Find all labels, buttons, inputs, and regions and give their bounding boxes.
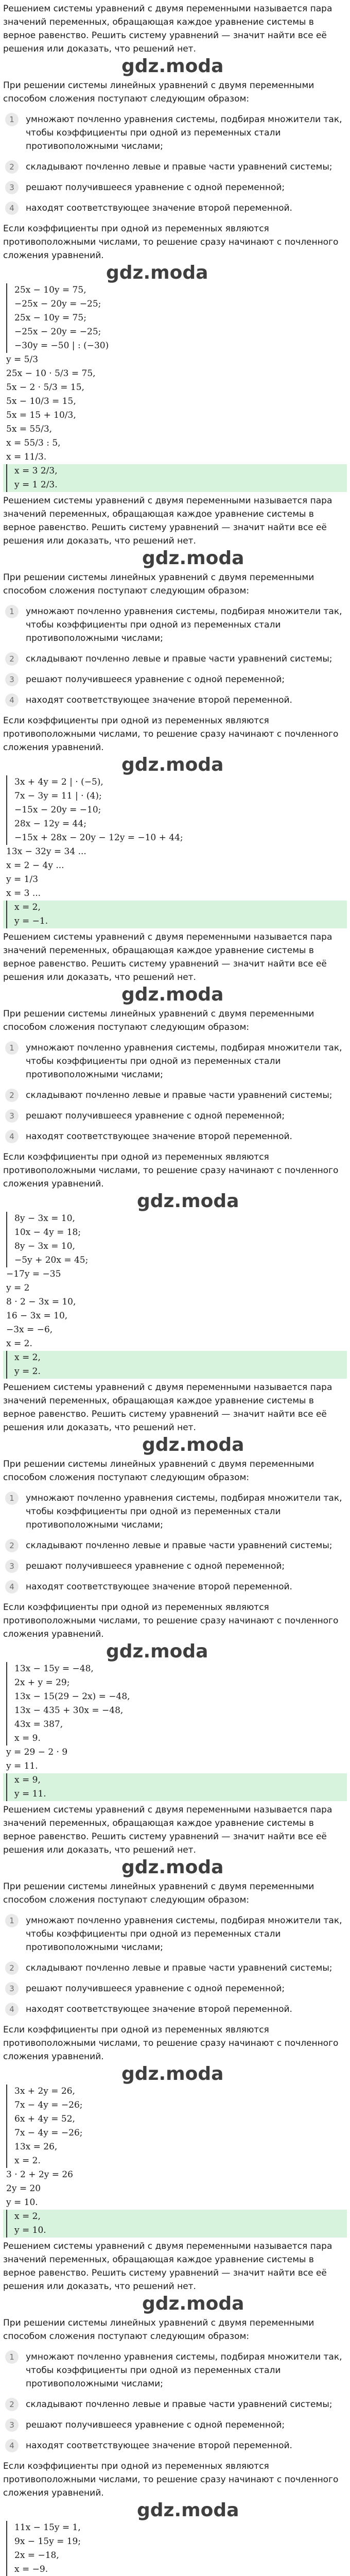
answer-line: y = 1 2/3. — [14, 480, 58, 490]
method-lead: При решении системы линейных уравнений с двумя переменными способом сложения поступают следующим образом: — [3, 572, 314, 596]
equation-line: 25x − 10y = 75, — [14, 285, 86, 295]
work-line: 5x = 15 + 10/3, — [6, 410, 76, 420]
method-step: 3 решают получившееся уравнение с одной переменной; — [3, 1560, 347, 1573]
equation-line: 13x = 26, — [14, 2142, 58, 2152]
equation-line: 7x − 3y = 11 | · (4); — [14, 791, 102, 801]
solution-work — [3, 2168, 347, 2210]
watermark-logo: gdz.moda — [121, 2063, 224, 2084]
equation-line: 25x − 10y = 75; — [14, 313, 86, 323]
step-number: 2 — [5, 1089, 19, 1102]
definition-text: Решением системы уравнений с двумя переменными называется пара значений переменных, обращающая каждое уравнение системы в верное равенство. Решить систему уравнений — значит найти все её решения или доказать, что решений нет. — [3, 1805, 332, 1855]
answer-block — [3, 1351, 347, 1379]
method-step: 3 решают получившееся уравнение с одной переменной; — [3, 673, 347, 686]
method-step: 2 складывают почленно левые и правые части уравнений системы; — [3, 652, 347, 666]
method-lead: При решении системы линейных уравнений с двумя переменными способом сложения поступают следующим образом: — [3, 1882, 314, 1905]
method-step: 4 находят соответствующее значение второй переменной. — [3, 1580, 347, 1594]
watermark-logo: gdz.moda — [121, 754, 224, 775]
method-steps — [3, 1041, 347, 1143]
equation-line: 9x − 15y = 19; — [14, 2536, 81, 2547]
work-line: 25x − 10 · 5/3 = 75, — [6, 368, 96, 379]
watermark-logo: gdz.moda — [142, 548, 244, 569]
step-number: 3 — [5, 2418, 19, 2432]
definition-text: Решением системы уравнений с двумя переменными называется пара значений переменных, обращающая каждое уравнение системы в верное равенство. Решить систему уравнений — значит найти все её решения или доказать, что решений нет. — [3, 2241, 332, 2292]
method-lead: При решении системы линейных уравнений с двумя переменными способом сложения поступают следующим образом: — [3, 1009, 314, 1032]
work-line: 5x − 2 · 5/3 = 15, — [6, 382, 84, 393]
method-steps — [3, 605, 347, 707]
method-step: 4 находят соответствующее значение второй переменной. — [3, 2439, 347, 2452]
work-line: y = 10. — [6, 2197, 38, 2208]
equation-line: −15x − 20y = −10; — [14, 805, 101, 815]
solution-block — [3, 2240, 347, 2576]
method-step: 3 решают получившееся уравнение с одной переменной; — [3, 1982, 347, 1995]
method-note: Если коэффициенты при одной из переменных являются противоположными числами, то решение сразу начинают с почленного сложения уравнений. — [3, 1602, 339, 1639]
method-note: Если коэффициенты при одной из переменных являются противоположными числами, то решение сразу начинают с почленного сложения уравнений. — [3, 2025, 339, 2062]
equation-line: −5y + 20x = 45; — [14, 1255, 89, 1265]
step-number: 4 — [5, 693, 19, 707]
answer-line: x = 9, — [14, 1775, 41, 1785]
step-number: 1 — [5, 605, 19, 618]
work-line: 8 · 2 − 3x = 10, — [6, 1297, 76, 1307]
watermark-logo: gdz.moda — [142, 2293, 244, 2314]
step-number: 2 — [5, 1961, 19, 1975]
solution-work — [3, 353, 347, 464]
definition-text: Решением системы уравнений с двумя переменными называется пара значений переменных, обращающая каждое уравнение системы в верное равенство. Решить систему уравнений — значит найти все её решения или доказать, что решений нет. — [3, 4, 332, 54]
equation-line: 7x − 4y = −26; — [14, 2100, 83, 2110]
method-step: 3 решают получившееся уравнение с одной переменной; — [3, 181, 347, 194]
work-line: x = 55/3 : 5, — [6, 438, 61, 448]
equation-line: −30y = −50 | : (−30) — [14, 341, 109, 351]
step-number: 3 — [5, 673, 19, 686]
method-step: 1 умножают почленно уравнения системы, подбирая множители так, чтобы коэффициенты при одной из переменных стали противоположными числами; — [3, 2350, 347, 2391]
equation-line: 8y − 3x = 10, — [14, 1241, 75, 1251]
watermark-logo: gdz.moda — [137, 1191, 239, 1212]
method-lead: При решении системы линейных уравнений с двумя переменными способом сложения поступают следующим образом: — [3, 80, 314, 104]
watermark-logo: gdz.moda — [121, 1857, 224, 1878]
answer-system — [6, 1351, 347, 1379]
method-step: 2 складывают почленно левые и правые части уравнений системы; — [3, 160, 347, 174]
definition-text: Решением системы уравнений с двумя переменными называется пара значений переменных, обращающая каждое уравнение системы в верное равенство. Решить систему уравнений — значит найти все её решения или доказать, что решений нет. — [3, 932, 332, 982]
answer-line: y = 2. — [14, 1366, 41, 1377]
equation-system — [6, 2084, 347, 2168]
method-steps — [3, 1914, 347, 2016]
method-note: Если коэффициенты при одной из переменных являются противоположными числами, то решение сразу начинают с почленного сложения уравнений. — [3, 716, 339, 753]
method-step: 2 складывают почленно левые и правые части уравнений системы; — [3, 1961, 347, 1975]
step-number: 2 — [5, 2398, 19, 2411]
method-step: 1 умножают почленно уравнения системы, подбирая множители так, чтобы коэффициенты при одной из переменных стали противоположными числами; — [3, 1914, 347, 1954]
work-line: 13x − 32y = 34 ... — [6, 846, 86, 857]
method-step: 1 умножают почленно уравнения системы, подбирая множители так, чтобы коэффициенты при одной из переменных стали противоположными числами; — [3, 1492, 347, 1532]
solution-work — [3, 845, 347, 901]
step-number: 3 — [5, 181, 19, 194]
method-step: 2 складывают почленно левые и правые части уравнений системы; — [3, 2398, 347, 2411]
method-note: Если коэффициенты при одной из переменных являются противоположными числами, то решение сразу начинают с почленного сложения уравнений. — [3, 224, 339, 261]
work-line: y = 29 − 2 · 9 — [6, 1747, 68, 1757]
work-line: 5x = 55/3, — [6, 424, 52, 434]
method-step: 4 находят соответствующее значение второй переменной. — [3, 201, 347, 215]
equation-line: 2x + y = 29; — [14, 1677, 70, 1688]
equation-line: −25x − 20y = −25; — [14, 327, 101, 337]
answer-line: x = 2, — [14, 1352, 41, 1363]
watermark-logo: gdz.moda — [137, 2500, 239, 2521]
equation-system — [6, 775, 347, 845]
step-number: 4 — [5, 201, 19, 215]
work-line: x = 2 − 4y ... — [6, 860, 64, 871]
answer-block — [3, 1773, 347, 1801]
answer-line: y = −1. — [14, 916, 48, 926]
step-number: 3 — [5, 1109, 19, 1123]
watermark-logo: gdz.moda — [106, 1641, 208, 1662]
method-note: Если коэффициенты при одной из переменных являются противоположными числами, то решение сразу начинают с почленного сложения уравнений. — [3, 1152, 339, 1189]
method-lead: При решении системы линейных уравнений с двумя переменными способом сложения поступают следующим образом: — [3, 1459, 314, 1483]
method-step: 2 складывают почленно левые и правые части уравнений системы; — [3, 1089, 347, 1102]
work-line: 3 · 2 + 2y = 26 — [6, 2170, 73, 2180]
step-number: 2 — [5, 160, 19, 174]
equation-line: 11x − 15y = 1, — [14, 2522, 81, 2533]
step-number: 4 — [5, 1130, 19, 1143]
answer-line: x = 2, — [14, 902, 41, 912]
equation-line: 3x + 4y = 2 | · (−5), — [14, 777, 103, 787]
solution-block — [3, 1803, 347, 2238]
equation-line: 13x − 15(29 − 2x) = −48, — [14, 1691, 130, 1702]
method-note: Если коэффициенты при одной из переменных являются противоположными числами, то решение сразу начинают с почленного сложения уравнений. — [3, 2461, 339, 2498]
equation-system — [6, 1212, 347, 1267]
method-step: 4 находят соответствующее значение второй переменной. — [3, 1130, 347, 1143]
answer-block — [3, 2210, 347, 2238]
work-line: x = 2. — [6, 1338, 32, 1349]
solution-block — [3, 930, 347, 1379]
step-number: 4 — [5, 2439, 19, 2452]
step-number: 1 — [5, 1914, 19, 1927]
content-column — [0, 2, 350, 2576]
definition-text: Решением системы уравнений с двумя переменными называется пара значений переменных, обращающая каждое уравнение системы в верное равенство. Решить систему уравнений — значит найти все её решения или доказать, что решений нет. — [3, 496, 332, 546]
equation-line: 28x − 12y = 44; — [14, 819, 86, 829]
step-number: 2 — [5, 1539, 19, 1552]
step-number: 3 — [5, 1560, 19, 1573]
answer-block — [3, 464, 347, 492]
solution-work — [3, 1267, 347, 1351]
answer-system — [6, 2210, 347, 2238]
method-step: 2 складывают почленно левые и правые части уравнений системы; — [3, 1539, 347, 1552]
equation-line: 43x = 387, — [14, 1719, 63, 1730]
equation-line: x = 9. — [14, 1733, 41, 1743]
step-number: 1 — [5, 1492, 19, 1505]
equation-line: 2x = −18, — [14, 2550, 59, 2561]
answer-system — [6, 1773, 347, 1801]
watermark-logo: gdz.moda — [106, 262, 208, 283]
method-step: 4 находят соответствующее значение второй переменной. — [3, 2003, 347, 2016]
work-line: −17y = −35 — [6, 1269, 61, 1279]
work-line: 16 − 3x = 10, — [6, 1311, 68, 1321]
step-number: 1 — [5, 113, 19, 126]
method-step: 4 находят соответствующее значение второй переменной. — [3, 693, 347, 707]
work-line: x = 11/3. — [6, 452, 47, 462]
equation-system — [6, 1662, 347, 1745]
equation-system — [6, 283, 347, 353]
step-number: 1 — [5, 2350, 19, 2364]
answer-line: y = 10. — [14, 2225, 46, 2235]
equation-line: 3x + 2y = 26, — [14, 2086, 75, 2096]
work-line: 5x − 10/3 = 15, — [6, 396, 76, 406]
work-line: y = 2 — [6, 1283, 30, 1293]
method-step: 1 умножают почленно уравнения системы, подбирая множители так, чтобы коэффициенты при одной из переменных стали противоположными числами; — [3, 605, 347, 645]
step-number: 4 — [5, 2003, 19, 2016]
answer-line: y = 11. — [14, 1789, 46, 1799]
equation-line: −25x − 20y = −25; — [14, 299, 101, 309]
work-line: x = 3 ... — [6, 888, 41, 899]
work-line: −3x = −6, — [6, 1325, 53, 1335]
step-number: 3 — [5, 1982, 19, 1995]
equation-line: x = −9. — [14, 2564, 48, 2574]
step-number: 1 — [5, 1041, 19, 1055]
equation-line: x = 2. — [14, 2156, 41, 2166]
solution-block — [3, 494, 347, 928]
method-steps — [3, 113, 347, 215]
answer-system — [6, 464, 347, 492]
answer-system — [6, 901, 347, 928]
equation-line: −15x + 28x − 20y − 12y = −10 + 44; — [14, 833, 183, 843]
answer-line: x = 2, — [14, 2211, 41, 2222]
step-number: 4 — [5, 1580, 19, 1594]
answer-line: x = 3 2/3, — [14, 466, 58, 476]
equation-system — [6, 2521, 347, 2576]
solution-work — [3, 1745, 347, 1773]
equation-line: 13x − 15y = −48, — [14, 1664, 94, 1674]
solution-block — [3, 2, 347, 492]
method-steps — [3, 1492, 347, 1594]
watermark-logo: gdz.moda — [121, 984, 224, 1005]
method-step: 1 умножают почленно уравнения системы, подбирая множители так, чтобы коэффициенты при одной из переменных стали противоположными числами; — [3, 113, 347, 153]
work-line: y = 5/3 — [6, 354, 39, 365]
equation-line: 8y − 3x = 10, — [14, 1213, 75, 1224]
equation-line: 6x + 4y = 52, — [14, 2114, 75, 2124]
solution-block — [3, 1381, 347, 1801]
definition-text: Решением системы уравнений с двумя переменными называется пара значений переменных, обращающая каждое уравнение системы в верное равенство. Решить систему уравнений — значит найти все её решения или доказать, что решений нет. — [3, 1382, 332, 1433]
watermark-logo: gdz.moda — [121, 56, 224, 77]
answer-block — [3, 901, 347, 928]
equation-line: 13x − 435 + 30x = −48, — [14, 1705, 124, 1716]
method-step: 3 решают получившееся уравнение с одной переменной; — [3, 2418, 347, 2432]
equation-line: 7x − 4y = −26; — [14, 2128, 83, 2138]
method-step: 1 умножают почленно уравнения системы, подбирая множители так, чтобы коэффициенты при одной из переменных стали противоположными числами; — [3, 1041, 347, 1081]
watermark-logo: gdz.moda — [142, 1434, 244, 1455]
method-lead: При решении системы линейных уравнений с двумя переменными способом сложения поступают следующим образом: — [3, 2318, 314, 2342]
method-steps — [3, 2350, 347, 2452]
method-step: 3 решают получившееся уравнение с одной переменной; — [3, 1109, 347, 1123]
work-line: y = 11. — [6, 1761, 38, 1771]
equation-line: 10x − 4y = 18; — [14, 1227, 81, 1238]
work-line: y = 1/3 — [6, 874, 39, 885]
work-line: 2y = 20 — [6, 2183, 41, 2194]
step-number: 2 — [5, 652, 19, 666]
